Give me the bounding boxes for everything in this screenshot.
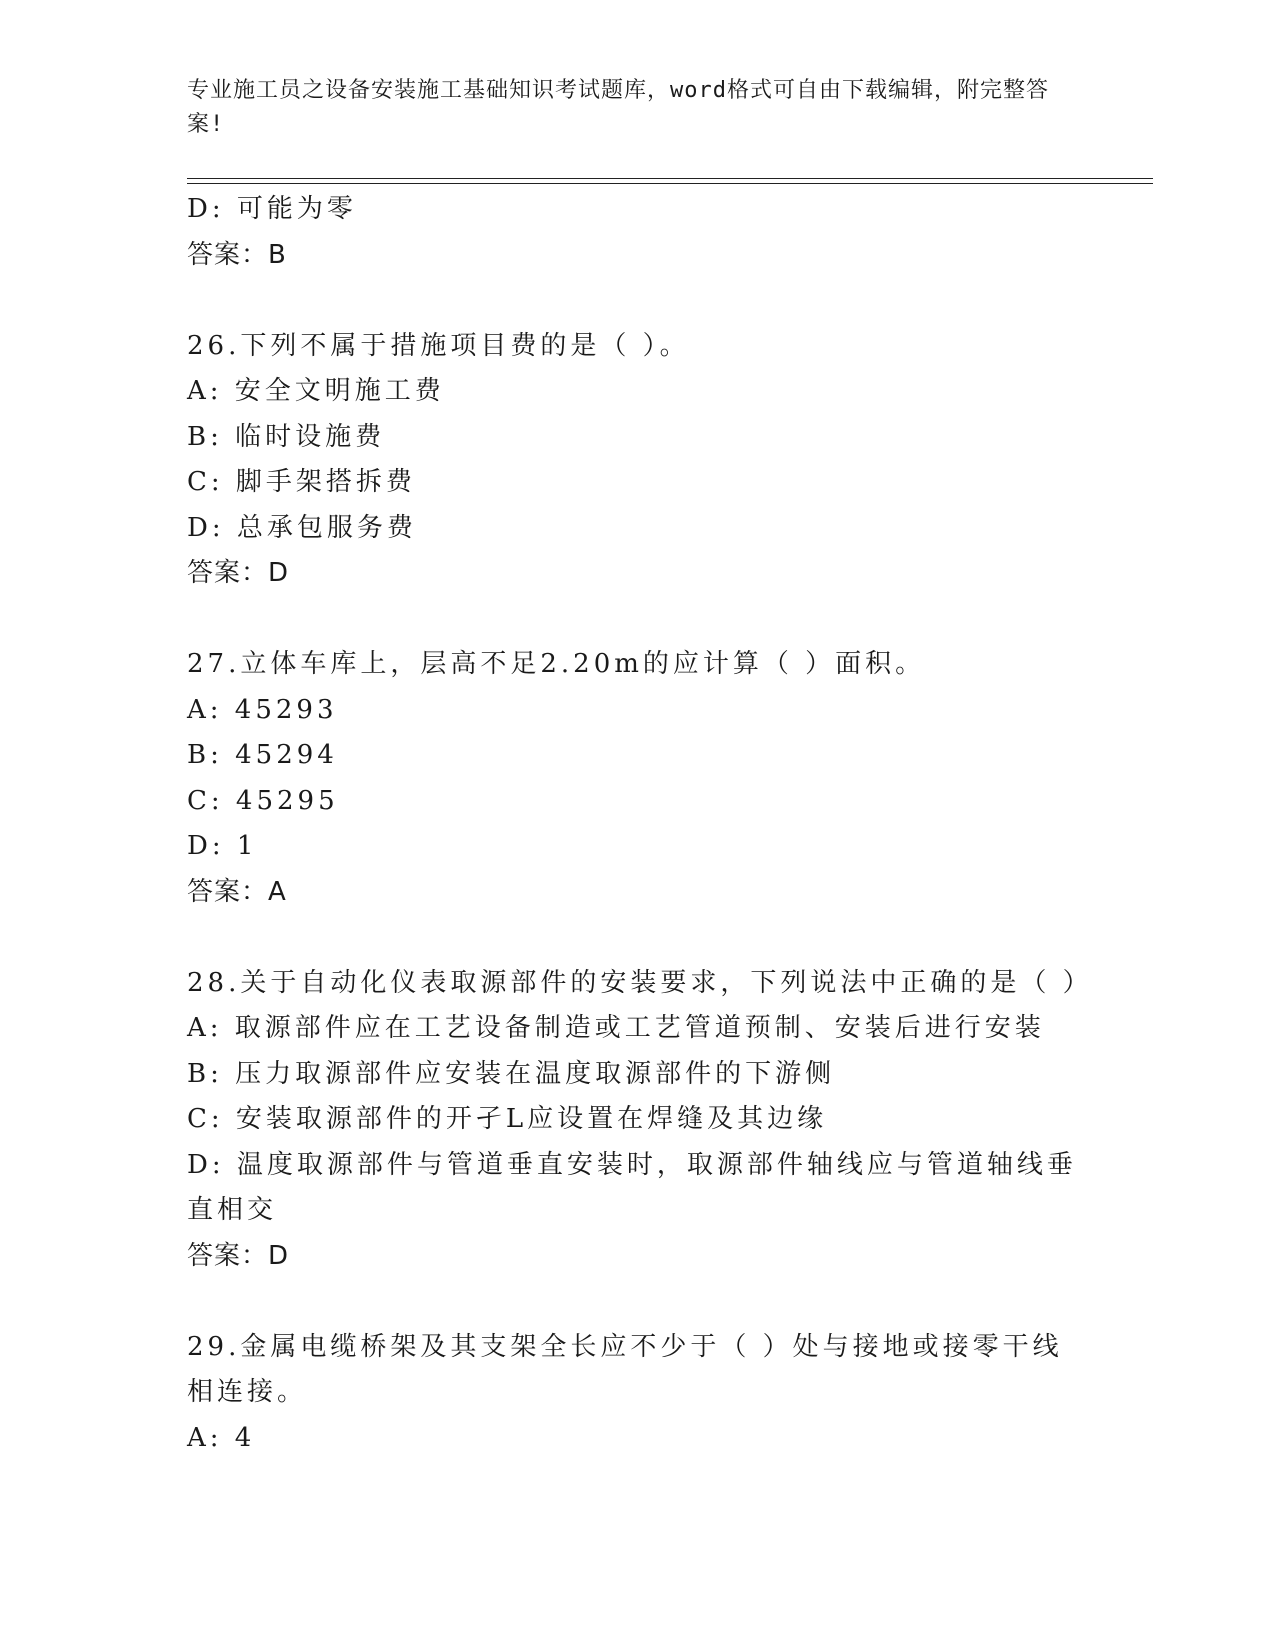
question-28-option-a: A: 取源部件应在工艺设备制造或工艺管道预制、安装后进行安装 <box>187 1013 1045 1043</box>
prev-option-d: D: 可能为零 <box>187 194 357 224</box>
document-header: 专业施工员之设备安装施工基础知识考试题库，word格式可自由下载编辑，附完整答案! <box>187 78 1049 137</box>
header-divider-bottom <box>187 183 1153 184</box>
spacer <box>187 915 1087 961</box>
question-27-option-c: C: 45295 <box>187 785 339 816</box>
question-27-option-b: B: 45294 <box>187 740 338 770</box>
question-26-answer: 答案：D <box>187 558 290 588</box>
spacer <box>187 1279 1087 1325</box>
question-28-stem: 28.关于自动化仪表取源部件的安装要求，下列说法中正确的是（ ） <box>187 967 1093 998</box>
question-28-option-c: C: 安装取源部件的开孑L应设置在焊缝及其边缘 <box>187 1104 828 1134</box>
question-26-stem: 26.下列不属于措施项目费的是（ ）。 <box>187 330 690 361</box>
question-28-option-b: B: 压力取源部件应安装在温度取源部件的下游侧 <box>187 1058 836 1089</box>
spacer <box>187 278 1087 324</box>
question-26-option-b: B: 临时设施费 <box>187 421 386 452</box>
header-divider-top <box>187 178 1153 179</box>
question-27-answer: 答案：A <box>187 876 287 907</box>
prev-answer: 答案：B <box>187 239 287 270</box>
question-27-option-d: D: 1 <box>187 831 258 861</box>
question-29-stem: 29.金属电缆桥架及其支架全长应不少于（ ）处与接地或接零干线相连接。 <box>187 1331 1063 1407</box>
question-26-option-c: C: 脚手架搭拆费 <box>187 467 416 497</box>
question-29-option-a: A: 4 <box>187 1422 256 1453</box>
spacer <box>187 597 1087 643</box>
question-27-stem: 27.立体车库上，层高不足2.20m的应计算（ ）面积。 <box>187 649 926 679</box>
question-27-option-a: A: 45293 <box>187 694 338 725</box>
question-26-option-a: A: 安全文明施工费 <box>187 376 445 406</box>
question-28-answer: 答案：D <box>187 1240 290 1271</box>
question-28-option-d: D: 温度取源部件与管道垂直安装时，取源部件轴线应与管道轴线垂直相交 <box>187 1149 1077 1225</box>
question-content <box>187 187 1093 1461</box>
question-26-option-d: D: 总承包服务费 <box>187 512 417 543</box>
